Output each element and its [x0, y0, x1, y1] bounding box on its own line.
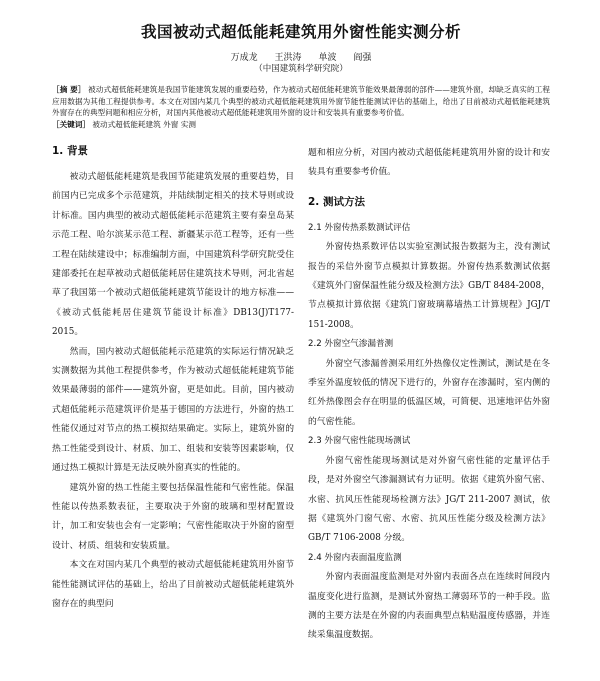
subsection-text: 外窗气密性能现场测试是对外窗气密性能的定量评估手段，是对外窗空气渗漏测试有力证明。依据《建筑外窗气密、水密、抗风压性能现场检测方法》JG/T 211-2007 测试，依据《建筑外门窗气密、水密、抗风压性能分级及检测方法》GB/T 7106-2008 分级。 — [308, 455, 550, 544]
author-name: 单波 — [318, 53, 337, 63]
left-column — [52, 144, 294, 646]
body-paragraph-continued: 题和相应分析，对国内被动式超低能耗建筑用外窗的设计和安装具有重要参考价值。 — [308, 148, 550, 178]
subsection-heading: 2.2 外窗空气渗漏普测 — [308, 339, 394, 350]
author-list — [52, 52, 550, 64]
subsection-heading: 2.4 外窗内表面温度监测 — [308, 552, 402, 563]
subsection-text: 外窗内表面温度监测是对外窗内表面各点在连续时间段内温度变化进行监测，是测试外窗热工薄弱环节的一种手段。监测的主要方法是在外窗的内表面典型点粘贴温度传感器，并连续采集温度数据。 — [308, 572, 550, 641]
author-name: 阎强 — [353, 53, 372, 63]
body-paragraph: 被动式超低能耗建筑是我国节能建筑发展的重要趋势，目前国内已完成多个示范建筑，并陆续制定相关的技术导则或设计标准。国内典型的被动式超低能耗示范建筑主要有秦皇岛某示范工程、哈尔滨某示范工程、新疆某示范工程等，还有一些工程在陆续建设中；标准编制方面，中国建筑科学研究院受住建部委托在起草被动式超低能耗居住建筑技术导则，河北省起草了我国第一个被动式超低能耗建筑节能设计的地方标准——《被动式低能耗居住建筑节能设计标准》DB13(J)T177-2015。 — [52, 172, 294, 338]
subsection-heading: 2.3 外窗气密性能现场测试 — [308, 436, 411, 447]
keywords-label: ［关键词］ — [52, 119, 90, 129]
subsection-text: 外窗空气渗漏普测采用红外热像仪定性测试，测试是在冬季室外温度较低的情况下进行的，外窗存在渗漏时，室内侧的红外热像图会存在明显的低温区域，可简便、迅速地评估外窗的气密性能。 — [308, 358, 550, 427]
subsection-text: 外窗传热系数评估以实验室测试报告数据为主，没有测试报告的采信外窗节点模拟计算数据。外窗传热系数测试依据《建筑外门窗保温性能分级及检测方法》GB/T 8484-2008，节点模拟计算依据《建筑门窗玻璃幕墙热工计算规程》JGJ/T 151-2008。 — [308, 242, 550, 330]
author-name: 王洪涛 — [274, 53, 302, 63]
section-heading-background: 1. 背景 — [52, 145, 88, 157]
abstract — [52, 84, 550, 119]
section-heading-test-methods: 2. 测试方法 — [308, 195, 365, 208]
keywords-text: 被动式超低能耗建筑 外窗 实测 — [92, 119, 196, 129]
right-column — [308, 144, 550, 646]
body-paragraph: 然而，国内被动式超低能耗示范建筑的实际运行情况缺乏实测数据为其他工程提供参考，作为被动式超低能耗建筑节能效果最薄弱的部件——建筑外窗，更是如此。目前，国内被动式超低能耗示范建筑评价是基于德国的方法进行，外窗的热工性能仅通过对节点的热工模拟结果确定。实际上，建筑外窗的热工性能受到设计、材质、加工、组装和安装等因素影响，仅通过热工模拟计算是无法反映外窗真实的性能的。 — [52, 346, 294, 474]
keywords — [52, 119, 550, 131]
body-paragraph: 建筑外窗的热工性能主要包括保温性能和气密性能。保温性能以传热系数表征，主要取决于外窗的玻璃和型材配置设计，加工和安装也会有一定影响；气密性能取决于外窗的窗型设计、材质、组装和安装质量。 — [52, 482, 294, 551]
abstract-label: ［摘 要］ — [52, 85, 86, 94]
body-paragraph: 本文在对国内某几个典型的被动式超低能耗建筑用外窗节能性能测试评估的基础上，给出了目前被动式超低能耗建筑外窗存在的典型问 — [52, 560, 294, 609]
subsection-heading: 2.1 外窗传热系数测试评估 — [308, 222, 411, 233]
body-columns — [52, 144, 550, 646]
author-name: 万成龙 — [230, 53, 258, 63]
paper-title: 我国被动式超低能耗建筑用外窗性能实测分析 — [140, 23, 461, 41]
abstract-text: 被动式超低能耗建筑是我国节能建筑发展的重要趋势，作为被动式超低能耗建筑节能效果最薄弱的部件——建筑外窗，却缺乏真实的工程应用数据为其他工程提供参考。本文在对国内某几个典型的被动式超低能耗建筑用外窗节能性能测试评估的基础上，给出了目前被动式超低能耗建筑外窗存在的典型问题和相应分析，对国内其他被动式超低能耗建筑用外窗的设计和安装具有重要参考价值。 — [52, 85, 550, 117]
affiliation: （中国建筑科学研究院） — [254, 64, 348, 74]
